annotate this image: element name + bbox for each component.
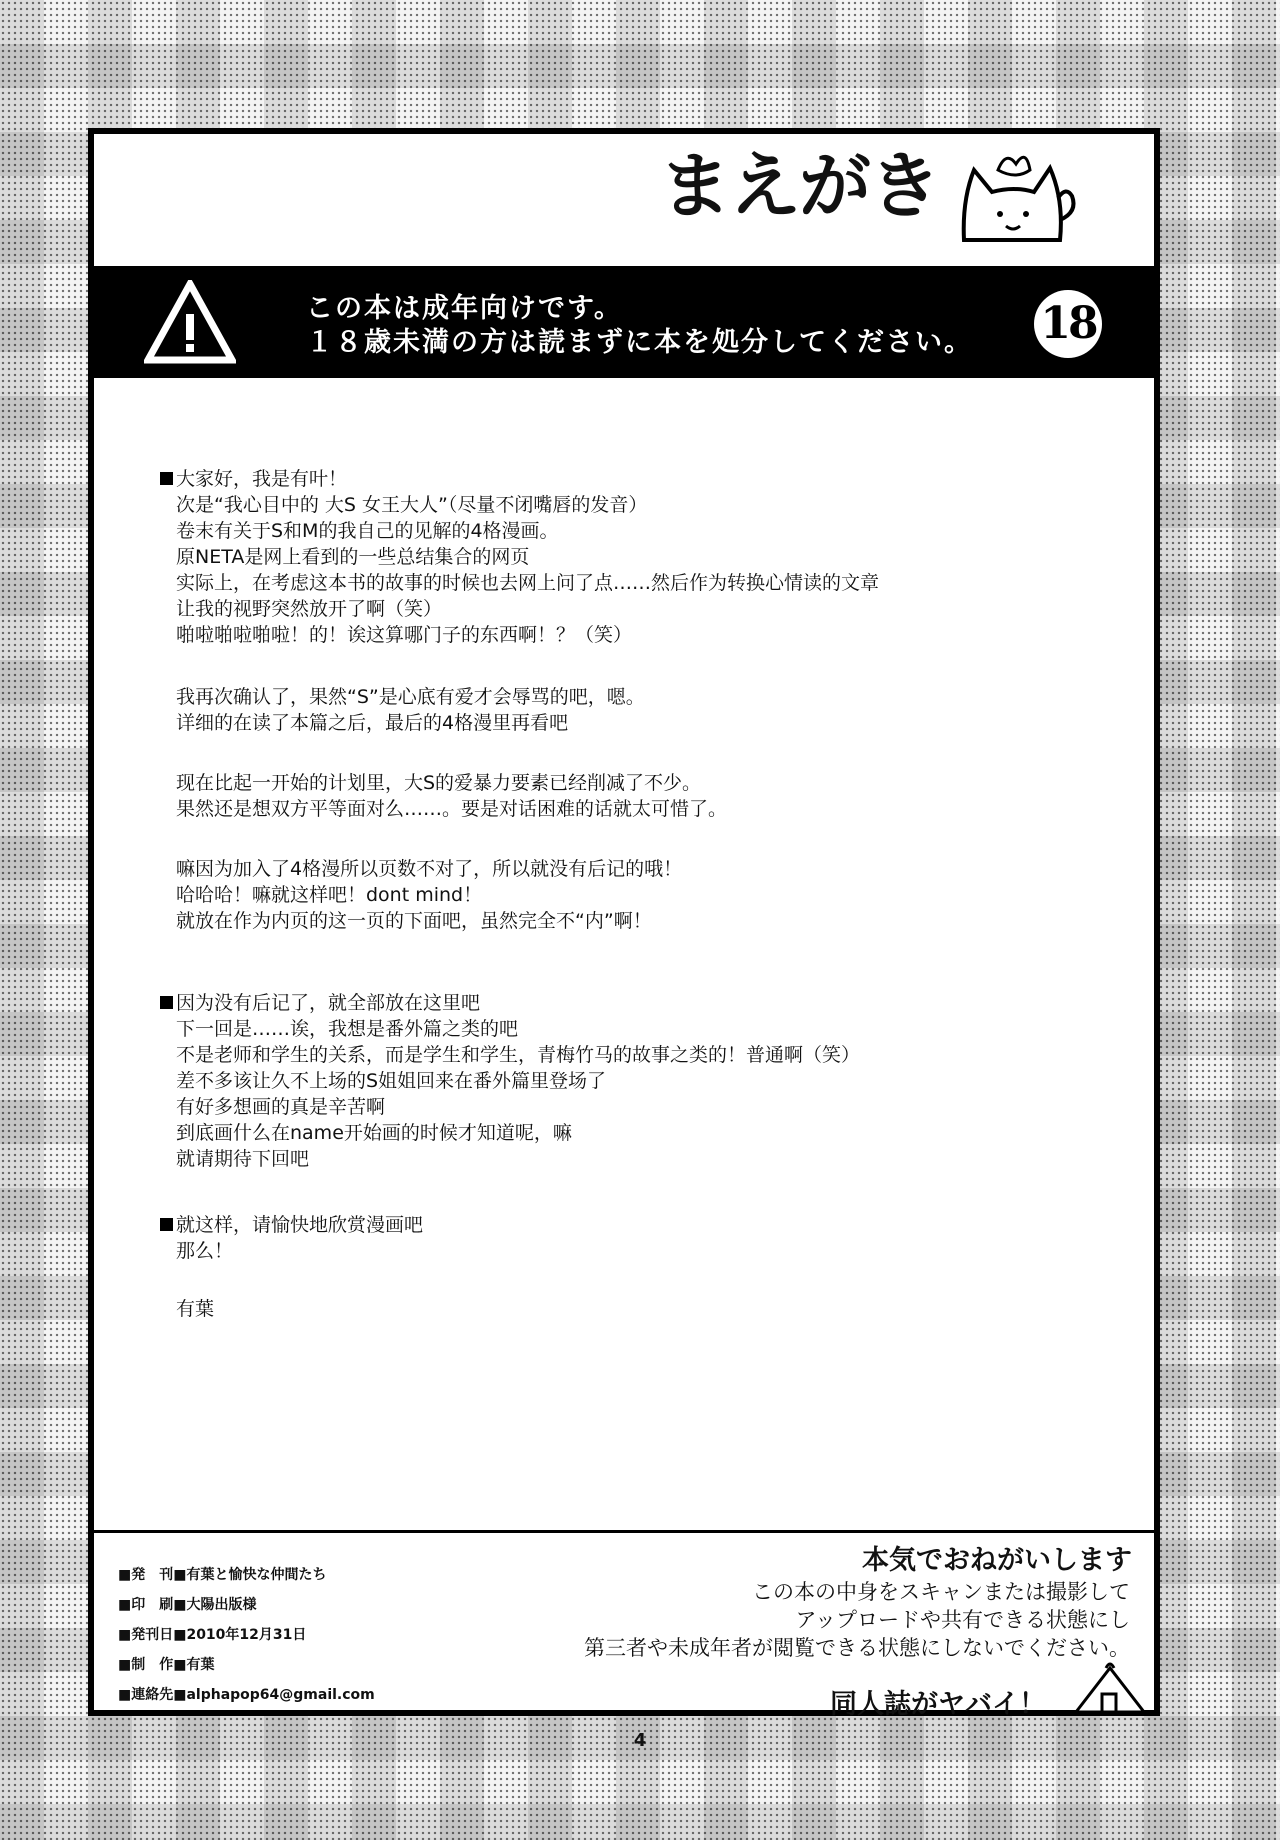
notice-line: 第三者や未成年者が閲覧できる状態にしないでください。 — [584, 1636, 1130, 1660]
text-line: 就这样，请愉快地欣赏漫画吧 — [176, 1214, 424, 1236]
text-line: 因为没有后记了，就全部放在这里吧 — [176, 992, 481, 1014]
text-line: 我再次确认了，果然“S”是心底有爱才会辱骂的吧，嗯。 — [176, 686, 645, 708]
age-warning-banner — [94, 266, 1154, 378]
footer-divider — [94, 1530, 1154, 1533]
warning-line-1: この本は成年向けです。 — [306, 293, 623, 324]
credit-author: ■制 作■有葉 — [118, 1657, 215, 1673]
cat-mascot-icon — [954, 140, 1084, 260]
text-line: 啪啦啪啦啪啦！的！诶这算哪门子的东西啊！？（笑） — [176, 624, 633, 646]
section-6 — [160, 1212, 423, 1264]
age-18-badge: 18 — [1034, 290, 1102, 358]
text-line: 有好多想画的真是辛苦啊 — [176, 1096, 386, 1118]
plea-heading: 本気でおねがいします — [862, 1545, 1132, 1576]
section-3 — [160, 770, 727, 822]
section-1 — [160, 466, 879, 648]
text-line: 那么！ — [176, 1240, 234, 1262]
bullet-icon — [160, 996, 173, 1009]
text-line: 不是老师和学生的关系，而是学生和学生，青梅竹马的故事之类的！普通啊（笑） — [176, 1044, 861, 1066]
text-line: 详细的在读了本篇之后，最后的4格漫里再看吧 — [176, 712, 569, 734]
bullet-icon — [160, 472, 173, 485]
page-number: 4 — [633, 1730, 647, 1751]
credit-date: ■発刊日■2010年12月31日 — [118, 1627, 307, 1643]
credit-publisher: ■発 刊■有葉と愉快な仲間たち — [118, 1567, 327, 1583]
colophon — [118, 1560, 375, 1710]
doujin-warning: 同人誌がヤバイ！ — [830, 1689, 1046, 1720]
page-frame — [88, 128, 1160, 1720]
section-5 — [160, 990, 860, 1172]
text-line: 现在比起一开始的计划里，大S的爱暴力要素已经削减了不少。 — [176, 772, 702, 794]
page-title: まえがき — [659, 144, 940, 228]
text-line: 实际上，在考虑这本书的故事的时候也去网上问了点……然后作为转换心情读的文章 — [176, 572, 880, 594]
credit-contact: ■連絡先■alphapop64@gmail.com — [118, 1687, 375, 1703]
credit-printer: ■印 刷■大陽出版様 — [118, 1597, 257, 1613]
text-line: 就请期待下回吧 — [176, 1148, 310, 1170]
warning-triangle-icon — [144, 280, 236, 364]
bullet-icon — [160, 1218, 173, 1231]
section-4 — [160, 856, 682, 934]
signature — [160, 1296, 214, 1322]
text-line: 就放在作为内页的这一页的下面吧，虽然完全不“内”啊！ — [176, 910, 652, 932]
notice-line: この本の中身をスキャンまたは撮影して — [752, 1580, 1130, 1604]
text-line: 差不多该让久不上场的S姐姐回来在番外篇里登场了 — [176, 1070, 607, 1092]
text-line: 卷末有关于S和M的我自己的见解的4格漫画。 — [176, 520, 559, 542]
warning-text — [306, 292, 973, 360]
notice-line: アップロードや共有できる状態にし — [795, 1608, 1130, 1632]
text-line: 让我的视野突然放开了啊（笑） — [176, 598, 443, 620]
text-line: 大家好，我是有叶！ — [176, 468, 348, 490]
section-2 — [160, 684, 645, 736]
scan-notice — [584, 1578, 1130, 1662]
text-line: 到底画什么在name开始画的时候才知道呢，嘛 — [176, 1122, 572, 1144]
text-line: 嘛因为加入了4格漫所以页数不对了，所以就没有后记的哦！ — [176, 858, 683, 880]
warning-line-2: １８歳未満の方は読まずに本を処分してください。 — [306, 327, 973, 358]
text-line: 原NETA是网上看到的一些总结集合的网页 — [176, 546, 530, 568]
text-line: 次是“我心目中的 大S 女王大人”（尽量不闭嘴唇的发音） — [176, 494, 648, 516]
text-line: 哈哈哈！嘛就这样吧！dont mind！ — [176, 884, 483, 906]
header — [94, 134, 1154, 266]
house-mascot-icon — [1070, 1660, 1150, 1716]
text-line: 下一回是……诶，我想是番外篇之类的吧 — [176, 1018, 519, 1040]
text-line: 果然还是想双方平等面对么……。要是对话困难的话就太可惜了。 — [176, 798, 728, 820]
author-name: 有葉 — [176, 1298, 215, 1320]
